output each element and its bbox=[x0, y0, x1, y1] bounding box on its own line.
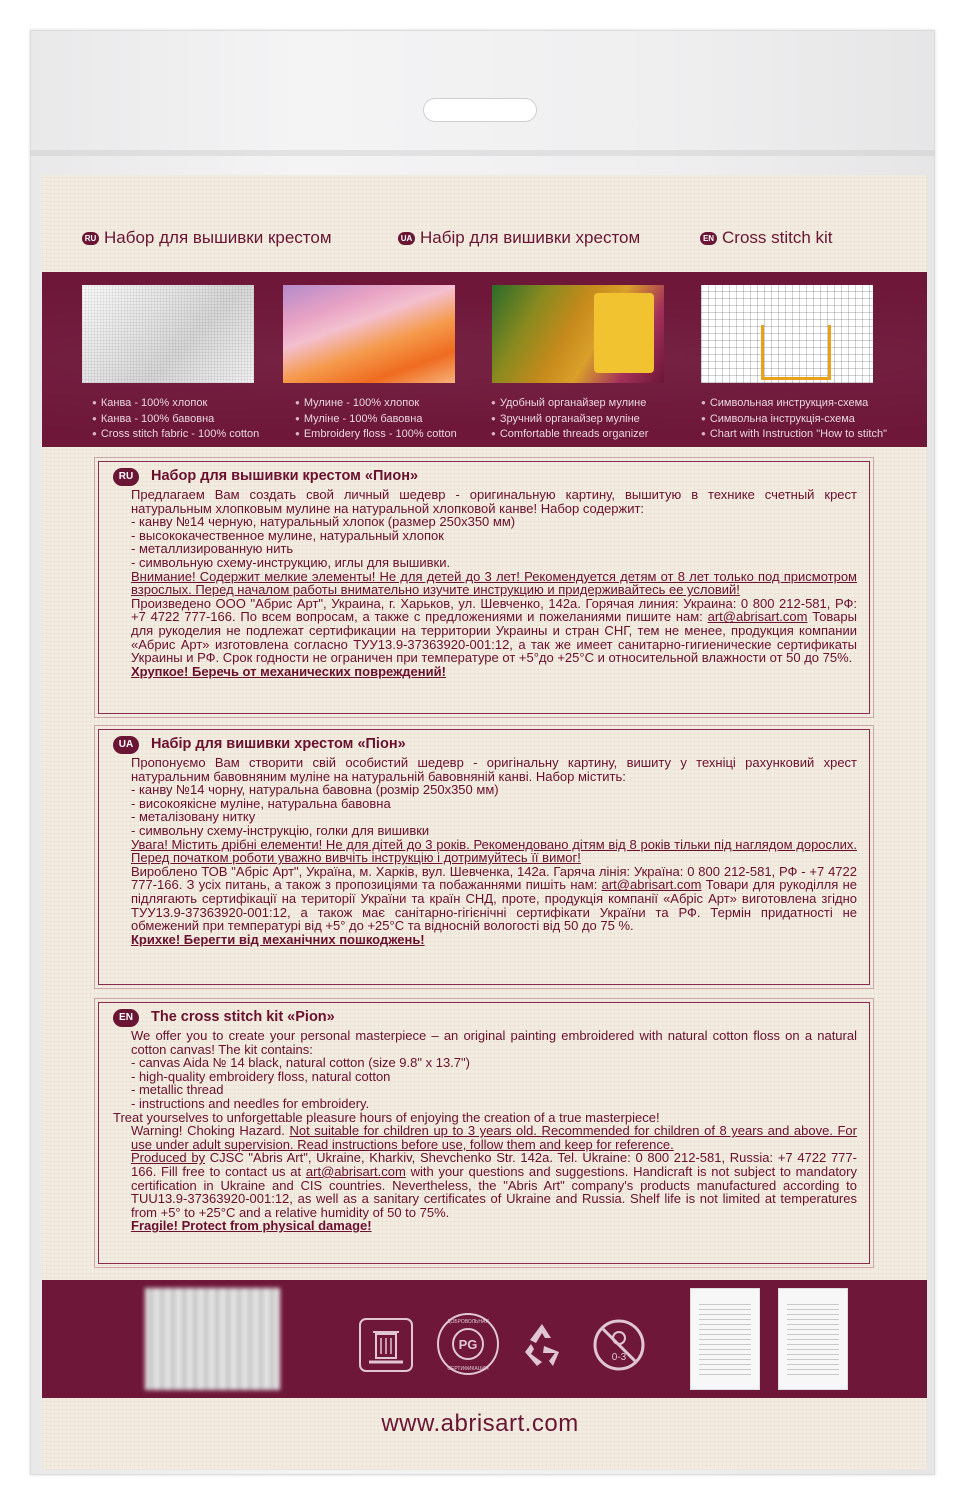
hang-hole bbox=[423, 98, 537, 122]
ru-email-link[interactable]: art@abrisart.com bbox=[707, 609, 808, 625]
ua-item: - високоякісне муліне, натуральна бавовна bbox=[131, 795, 391, 811]
ua-item: - металізовану нитку bbox=[131, 809, 256, 825]
feature-line: ● Удобный органайзер мулине bbox=[491, 396, 648, 412]
bag-seal bbox=[30, 150, 935, 156]
age-warning-icon bbox=[592, 1318, 646, 1372]
header-en-title: Cross stitch kit bbox=[722, 228, 833, 247]
recycle-icon bbox=[515, 1318, 569, 1372]
en-fragile: Fragile! Protect from physical damage! bbox=[131, 1218, 372, 1234]
recycle-bin-icon bbox=[359, 1318, 413, 1372]
feature-line: ● Мулине - 100% хлопок bbox=[295, 396, 457, 412]
ru-producer: Произведено ООО "Абрис Арт", Украина, г. Харьков, ул. Шевченко, 142а. Горячая линия: Украина: 0 800 212-581, РФ: +7 4722 777-166. По всем вопросам, а также с предложениями и пожеланиями пишите нам: art@abrisart.com Товары для рукоделия не подлежат сертификации на территории Украины и стран СНГ, тем не менее, продукция компании «Абрис Арт» изготовлена согласно ТУУ13.9-37363920-001:12, а так же имеет санитарно-гигиенические сертификаты Украины и РФ. Срок годности не ограничен при температуре от +5°до +25°С и относительной влажности от 50 до 75%. bbox=[131, 595, 857, 666]
ru-title: Набор для вышивки крестом «Пион» bbox=[151, 468, 419, 485]
feature-line: ● Chart with Instruction "How to stitch" bbox=[701, 427, 887, 443]
ru-item: - металлизированную нить bbox=[131, 541, 294, 557]
ua-producer: Виробленo ТОВ "Абріс Арт", Україна, м. Харків, вул. Шевченка, 142а. Гаряча лінія: Україна: 0 800 212-581, РФ - +7 4722 777-166. З усіх питань, а також з пропозиціями та побажаннями пишіть нам: art@abrisart.com Товари для рукоділля не підлягають сертифікації на території України та країн СНД, проте, продукція компанії «Абріс Арт» виготовлена згідно ТУУ13.9-37363920-001:12, а також має санітарно-гігієнічні сертифікати України та РФ. Термін придатності не обмежений при температурі від +5° до +25°С та відносній вологості від 50 до 75 %. bbox=[131, 863, 857, 934]
en-badge: EN bbox=[113, 1009, 139, 1027]
header-ua-title: Набір для вишивки хрестом bbox=[420, 228, 641, 247]
floss-photo bbox=[283, 285, 455, 383]
certification-badge-bottom: СЕРТИФИКАЦИЯ bbox=[447, 1366, 489, 1372]
feature-organizer bbox=[491, 396, 648, 443]
ua-intro: Пропонуємо Вам створити свій особистий шедевр - оригінальну картину, вишиту у техніці рахунковий хрест натуральним бавовняним муліне на натуральній бавовняній канві. Набор містить: bbox=[131, 755, 857, 784]
lang-badge-ua: UA bbox=[398, 232, 415, 245]
lang-badge-ru: RU bbox=[82, 232, 99, 245]
ua-badge: UA bbox=[113, 736, 139, 754]
feature-chart bbox=[701, 396, 887, 443]
ua-title: Набір для вишивки хрестом «Піон» bbox=[151, 736, 406, 753]
feature-floss bbox=[295, 396, 457, 443]
en-description-box bbox=[98, 1002, 870, 1264]
ru-description-box bbox=[98, 461, 870, 714]
ru-item: - канву №14 черную, натуральный хлопок (размер 250х350 мм) bbox=[131, 514, 516, 530]
ua-warning: Увага! Містить дрібні елементи! Не для дітей до 3 років. Рекомендовано дітям від 8 років тільки під наглядом дорослих. Перед початком роботи уважно вивчіть інструкцію і дотримуйтесь її вимог! bbox=[131, 836, 857, 866]
header-ru-title: Набор для вышивки крестом bbox=[104, 228, 332, 247]
certification-badge-center: PG bbox=[458, 1337, 478, 1352]
en-item: - high-quality embroidery floss, natural cotton bbox=[131, 1068, 391, 1084]
chart-photo bbox=[701, 285, 873, 383]
website-url[interactable]: www.abrisart.com bbox=[381, 1410, 579, 1437]
feature-line: ● Символьная инструкция-схема bbox=[701, 396, 887, 412]
feature-line: ● Embroidery floss - 100% cotton bbox=[295, 427, 457, 443]
lang-badge-en: EN bbox=[700, 232, 717, 245]
ua-item: - символьну схему-інструкцію, голки для вишивки bbox=[131, 822, 430, 838]
feature-canvas bbox=[92, 396, 259, 443]
header-en bbox=[700, 228, 833, 248]
ru-fragile: Хрупкое! Беречь от механических повреждений! bbox=[131, 663, 446, 679]
organizer-photo bbox=[492, 285, 664, 383]
age-label: 0-3 bbox=[611, 1352, 627, 1363]
ru-warning: Внимание! Содержит мелкие элементы! Не для детей до 3 лет! Рекомендуется детям от 8 лет только под присмотром взрослых. Перед началом работы внимательно изучите инструкцию и придерживайтесь ее условий! bbox=[131, 568, 857, 598]
certificate-image bbox=[690, 1288, 760, 1390]
feature-line: ● Comfortable threads organizer bbox=[491, 427, 648, 443]
ua-description-box bbox=[98, 729, 870, 985]
en-email-link[interactable]: art@abrisart.com bbox=[305, 1163, 406, 1179]
ru-item: - символьную схему-инструкцию, иглы для вышивки. bbox=[131, 554, 451, 570]
feature-line: ● Cross stitch fabric - 100% cotton bbox=[92, 427, 259, 443]
ua-item: - канву №14 чорну, натуральна бавовна (розмір 250х350 мм) bbox=[131, 782, 499, 798]
certification-badge-icon bbox=[436, 1312, 500, 1376]
en-item: - instructions and needles for embroidery. bbox=[131, 1095, 370, 1111]
feature-line: ● Символьна інструкція-схема bbox=[701, 412, 887, 428]
ru-item: - высококачественное мулине, натуральный хлопок bbox=[131, 527, 444, 543]
certification-badge-top: ДОБРОВОЛЬНАЯ bbox=[447, 1319, 489, 1325]
header-ua bbox=[398, 228, 640, 248]
en-intro: We offer you to create your personal masterpiece – an original painting embroidered with natural cotton floss on a natural cotton canvas! The kit contains: bbox=[131, 1028, 857, 1057]
ua-fragile: Крихке! Берегти від механічних пошкоджень! bbox=[131, 931, 425, 947]
certificate-image bbox=[778, 1288, 848, 1390]
ua-email-link[interactable]: art@abrisart.com bbox=[601, 877, 702, 893]
barcode bbox=[145, 1288, 280, 1390]
ru-badge: RU bbox=[113, 468, 139, 486]
feature-line: ● Канва - 100% хлопок bbox=[92, 396, 259, 412]
header-ru bbox=[82, 228, 332, 248]
en-title: The cross stitch kit «Pion» bbox=[151, 1009, 335, 1026]
en-item: - metallic thread bbox=[131, 1082, 224, 1098]
canvas-photo bbox=[82, 285, 254, 383]
en-item: - canvas Aida № 14 black, natural cotton (size 9.8" x 13.7") bbox=[131, 1055, 470, 1071]
feature-line: ● Канва - 100% бавовна bbox=[92, 412, 259, 428]
en-warning: Warning! Choking Hazard. Not suitable for children up to 3 years old. Recommended for children of 8 years and above. For use under adult supervision. Read instructions before use, follow them and keep for reference. bbox=[131, 1123, 857, 1152]
feature-line: ● Муліне - 100% бавовна bbox=[295, 412, 457, 428]
feature-line: ● Зручний органайзер муліне bbox=[491, 412, 648, 428]
ru-intro: Предлагаем Вам создать свой личный шедевр - оригинальную картину, вышитую в технике счетный крест натуральным хлопковым мулине на натуральной хлопковой канве! Набор содержит: bbox=[131, 487, 857, 516]
en-producer: Produced by CJSC "Abris Art", Ukraine, Kharkiv, Shevchenko Str. 142a. Tel. Ukraine: 0 800 212-581, Russia: +7 4722 777-166. Fill free to contact us at art@abrisart.com with your questions and suggestions. Handicraft is not subject to mandatory certification in Ukraine and CIS countries. Nevertheless, the "Abris Art" company's products manufactured according to TUU13.9-37363920-001:12, as well as a sanitary certificates of Ukraine and Russia. Shelf life is not limited at temperatures from +5° to +25°C and a relative humidity of 50 to 75%. bbox=[131, 1150, 857, 1220]
en-treat: Treat yourselves to unforgettable pleasure hours of enjoying the creation of a true masterpiece! bbox=[113, 1109, 660, 1125]
